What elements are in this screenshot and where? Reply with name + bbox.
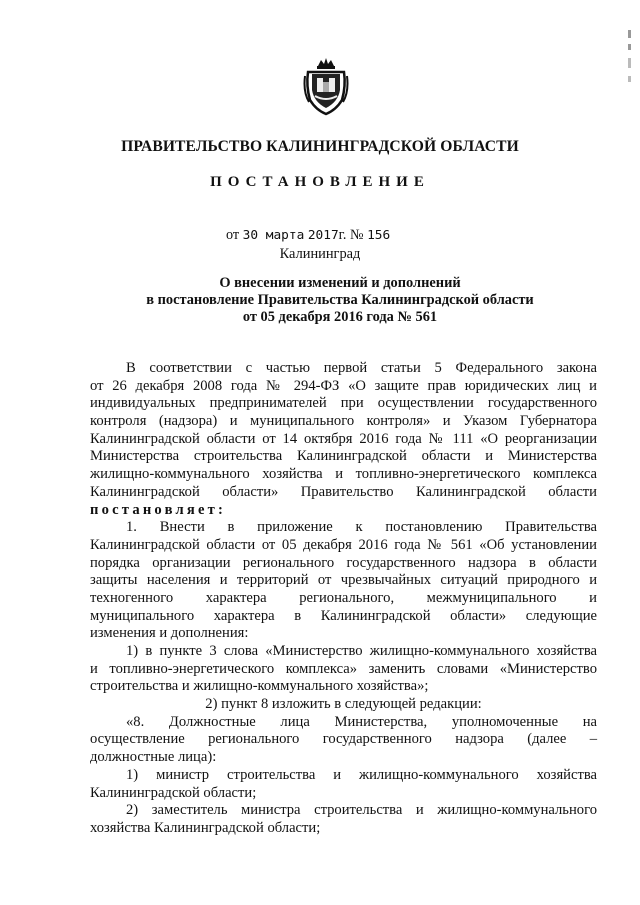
document-subject <box>80 275 600 326</box>
body-line-resolves: постановляет: <box>90 501 227 518</box>
subject-line: О внесении изменений и дополнений <box>219 275 461 291</box>
government-name: ПРАВИТЕЛЬСТВО КАЛИНИНГРАДСКОЙ ОБЛАСТИ <box>121 138 519 155</box>
body-line: должностные лица): <box>90 749 217 766</box>
coat-of-arms-icon <box>303 56 349 116</box>
city: Калининград <box>279 246 361 262</box>
body-line: «8. Должностные лица Министерства, уполномоченные на <box>126 713 597 730</box>
body-line: Калининградской области» Правительство Калининградской области <box>90 483 597 500</box>
body-line: хозяйства Калининградской области; <box>90 819 321 836</box>
body-line: Калининградской области от 05 декабря 2016 года № 561 «Об установлении <box>90 536 597 553</box>
body-line: защиты населения и территорий от чрезвычайных ситуаций природного и <box>90 572 597 589</box>
body-line: жилищно-коммунального хозяйства и топливно-энергетического комплекса <box>90 466 597 483</box>
body-line: техногенного характера регионального, межмуниципального и <box>90 589 597 606</box>
body-line: 1) министр строительства и жилищно-коммунального хозяйства <box>126 766 597 783</box>
body-line: от 26 декабря 2008 года № 294-ФЗ «О защите прав юридических лиц и <box>90 377 597 394</box>
body-line: В соответствии с частью первой статьи 5 Федерального закона <box>126 360 597 376</box>
subject-line: от 05 декабря 2016 года № 561 <box>242 309 438 325</box>
body-line: осуществление регионального государственного надзора (далее – <box>90 731 597 748</box>
body-line: строительства и жилищно-коммунального хозяйства»; <box>90 678 429 695</box>
body-line: порядка организации регионального государственного надзора в области <box>90 554 597 571</box>
document-body <box>90 360 597 838</box>
margin-marks <box>627 30 633 100</box>
date-day-month: 30 марта <box>242 228 305 243</box>
date-prefix: от <box>226 227 240 243</box>
body-line: 1. Внести в приложение к постановлению Правительства <box>126 519 597 536</box>
body-line: индивидуальных предпринимателей при осуществлении государственного <box>90 395 597 412</box>
body-line: Калининградской области от 14 октября 2016 года № 111 «О реорганизации <box>90 430 597 447</box>
body-line: 2) заместитель министра строительства и жилищно-коммунального <box>126 802 597 819</box>
document-number: 156 <box>367 228 391 243</box>
body-line: изменения и дополнения: <box>90 625 249 642</box>
subject-line: в постановление Правительства Калининградской области <box>146 292 534 308</box>
body-line: 1) в пункте 3 слова «Министерство жилищно-коммунального хозяйства <box>126 643 597 659</box>
body-line: Калининградской области; <box>90 784 257 801</box>
document-type: ПОСТАНОВЛЕНИЕ <box>210 174 430 190</box>
number-sign: № <box>349 227 364 243</box>
date-year: 2017 <box>307 228 339 243</box>
body-line: контроля (надзора) и муниципального контроля» и Указом Губернатора <box>90 413 597 430</box>
body-line: и топливно-энергетического комплекса» заменить словами «Министерство <box>90 660 597 677</box>
date-line <box>226 227 390 244</box>
body-line: Министерства строительства Калининградской области и Министерства <box>90 448 597 465</box>
year-suffix: г. <box>338 227 347 243</box>
body-line: муниципального характера в Калининградской области» следующие <box>90 607 597 624</box>
body-line: 2) пункт 8 изложить в следующей редакции: <box>205 696 482 713</box>
